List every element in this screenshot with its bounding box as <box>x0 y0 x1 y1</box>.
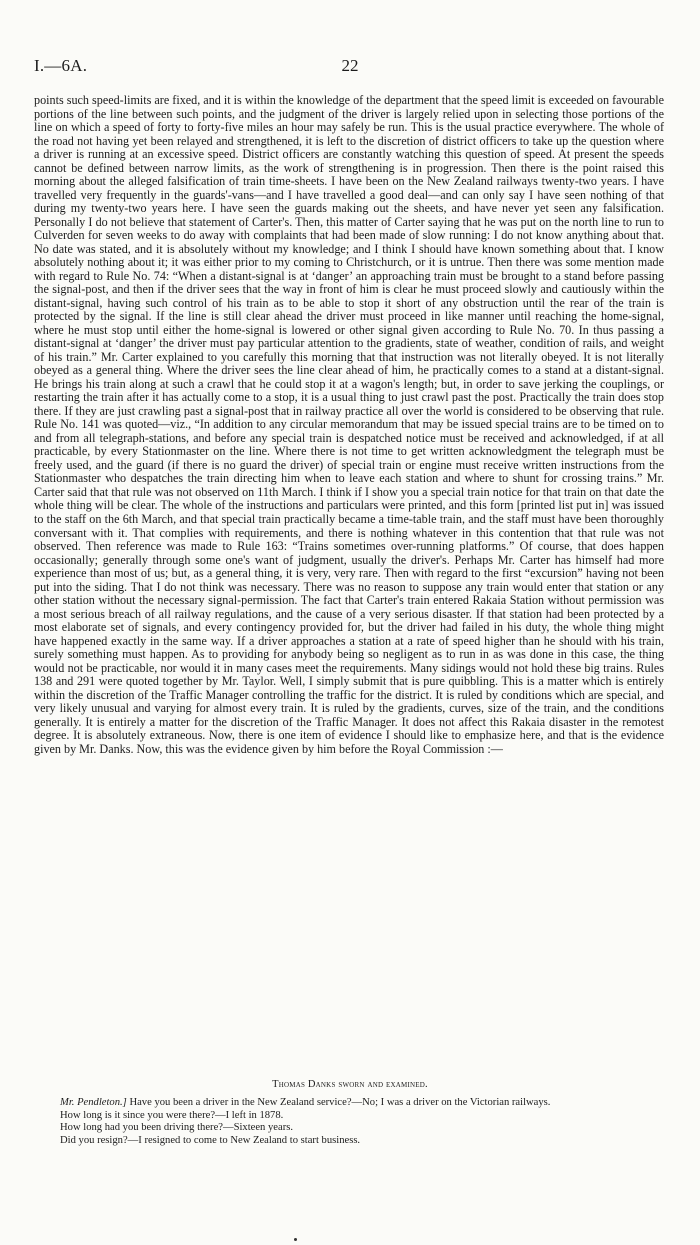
page-header <box>34 56 666 78</box>
question-answer-line: How long had you been driving there?—Sixteen years. <box>60 1122 294 1134</box>
document-reference: I.—6A. <box>34 56 88 75</box>
question-answer-line: How long is it since you were there?—I left in 1878. <box>60 1109 284 1121</box>
main-text-block <box>34 94 664 756</box>
examination-first-question <box>34 1097 666 1110</box>
question-answer-line: Did you resign?—I resigned to come to New Zealand to start business. <box>60 1134 361 1146</box>
examination-heading: Thomas Danks sworn and examined. <box>272 1079 428 1090</box>
examination-transcript <box>34 1097 666 1147</box>
ink-mark <box>294 1238 297 1241</box>
speaker-label: Mr. Pendleton.] <box>60 1097 127 1108</box>
body-paragraph: points such speed-limits are fixed, and it is within the knowledge of the department that the speed limit is exceeded on favourable portions of the line between such points, and the judgment of the driver is largely relied upon in selecting those portions of the line on which a speed of forty to forty-five miles an hour may safely be run. This is the usual practice everywhere. The whole of the road not having yet been relayed and strengthened, it is left to the discretion of district officers to take up the question where a driver is running at an excessive speed. District officers are constantly watching this question of speed. At present the speeds cannot be defined between narrow limits, as the work of strengthening is in progression. Then there is the point raised this morning about the alleged falsification of train time-sheets. I have been on the New Zealand railways twenty-two years. I have travelled very frequently in the guards'-vans—and I have travelled a good deal—and can only say I have seen nothing of that during my twenty-two years here. I have seen the guards making out the sheets, and have never yet seen any falsification. Personally I do not believe that statement of Carter's. Then, this matter of Carter saying that he was put on the north line to run to Culverden for seven weeks to do away with complaints that had been made of slow running: I do not know anything about that. No date was stated, and it is absolutely without my knowledge; and I think I should have known something about that. I know absolutely nothing about it; it was either prior to my coming to Christchurch, or it is untrue. Then there was some mention made with regard to Rule No. 74: “When a distant-signal is at ‘danger’ an approaching train must be brought to a stand before passing the signal-post, and then if the driver sees that the way in front of him is clear he must proceed slowly and cautiously within the distant-signal, having such control of his train as to be able to stop it short of any obstruction until the rear of the train is protected by the signal. If the line is still clear ahead the driver must proceed in like manner until reaching the home-signal, where he must stop until either the home-signal is lowered or other signal given according to Rule No. 70. In thus passing a distant-signal at ‘danger’ the driver must pay particular attention to the gradients, state of weather, condition of rails, and weight of his train.” Mr. Carter explained to you carefully this morning that that instruction was not literally obeyed. It is not literally obeyed as a general thing. Where the driver sees the line clear ahead of him, he practically comes to a stand at a distant-signal. He brings his train along at such a crawl that he could stop it at a wagon's length; but, in order to save jerking the couplings, or restarting the train after it has actually come to a stop, it is a usual thing to just crawl past the post. Practically the train does stop there. If they are just crawling past a signal-post that in railway practice all over the world is considered to be observing that rule. Rule No. 141 was quoted—viz., “In addition to any circular memorandum that may be issued special trains are to be timed on to and from all telegraph-stations, and before any special train is despatched notice must be received and acknowledged, if at all practicable, by every Stationmaster on the line. Where there is not time to get written acknowledgment the telegraph must be freely used, and the guard (if there is no guard the driver) of special train or engine must receive written instructions from the Stationmaster who despatches the train directing him when to leave each station and where to shunt for crossing trains.” Mr. Carter said that that rule was not observed on 11th March. I think if I show you a special train notice for that train on that date the whole thing will be clear. The whole of the instructions and particulars were printed, and this form [printed list put in] was issued to the staff on the 6th March, and that special train practically became a time-table train, and the staff must have been thoroughly conversant with it. That complies with requirements, and there is nothing whatever in this contention that that rule was not observed. Then reference was made to Rule 163: “Trains sometimes over-running platforms.” Of course, that does happen occasionally; generally through some one's want of judgment, usually the driver's. Perhaps Mr. Carter has himself had more experience than most of us; but, as a general thing, it is very, very rare. Then with regard to the first “excursion” having not been put into the siding. That I do not think was necessary. There was no reason to suppose any train would enter that station or any other station without the necessary signal-permission. The fact that Carter's train entered Rakaia Station without permission was a most serious breach of all railway regulations, and the cause of a very serious disaster. If that station had been protected by a most elaborate set of signals, and every contingency provided for, but the driver had failed in his duty, the whole thing might have happened exactly in the same way. If a driver approaches a station at a rate of speed higher than he should with his train, surely something must happen. As to providing for anybody being so negligent as to run in as was done in this case, the thing would not be practicable, nor would it in many cases meet the requirements. Many sidings would not hold these big trains. Rules 138 and 291 were quoted together by Mr. Taylor. Well, I simply submit that is pure quibbling. This is a matter which is entirely within the discretion of the Traffic Manager controlling the traffic for the district. It is ruled by conditions which are special, and very likely unusual and varying for almost every train. It is ruled by the gradients, curves, size of the train, and the conditions generally. It is entirely a matter for the discretion of the Traffic Manager. It does not affect this Rakaia disaster in the remotest degree. It is absolutely extraneous. Now, there is one item of evidence I should like to emphasize here, and that is the evidence given by Mr. Danks. Now, this was the evidence given by him before the Royal Commission :— <box>34 93 664 756</box>
question-answer-text: Have you been a driver in the New Zealand service?—No; I was a driver on the Victorian railways. <box>129 1097 551 1108</box>
page-number: 22 <box>341 56 359 75</box>
